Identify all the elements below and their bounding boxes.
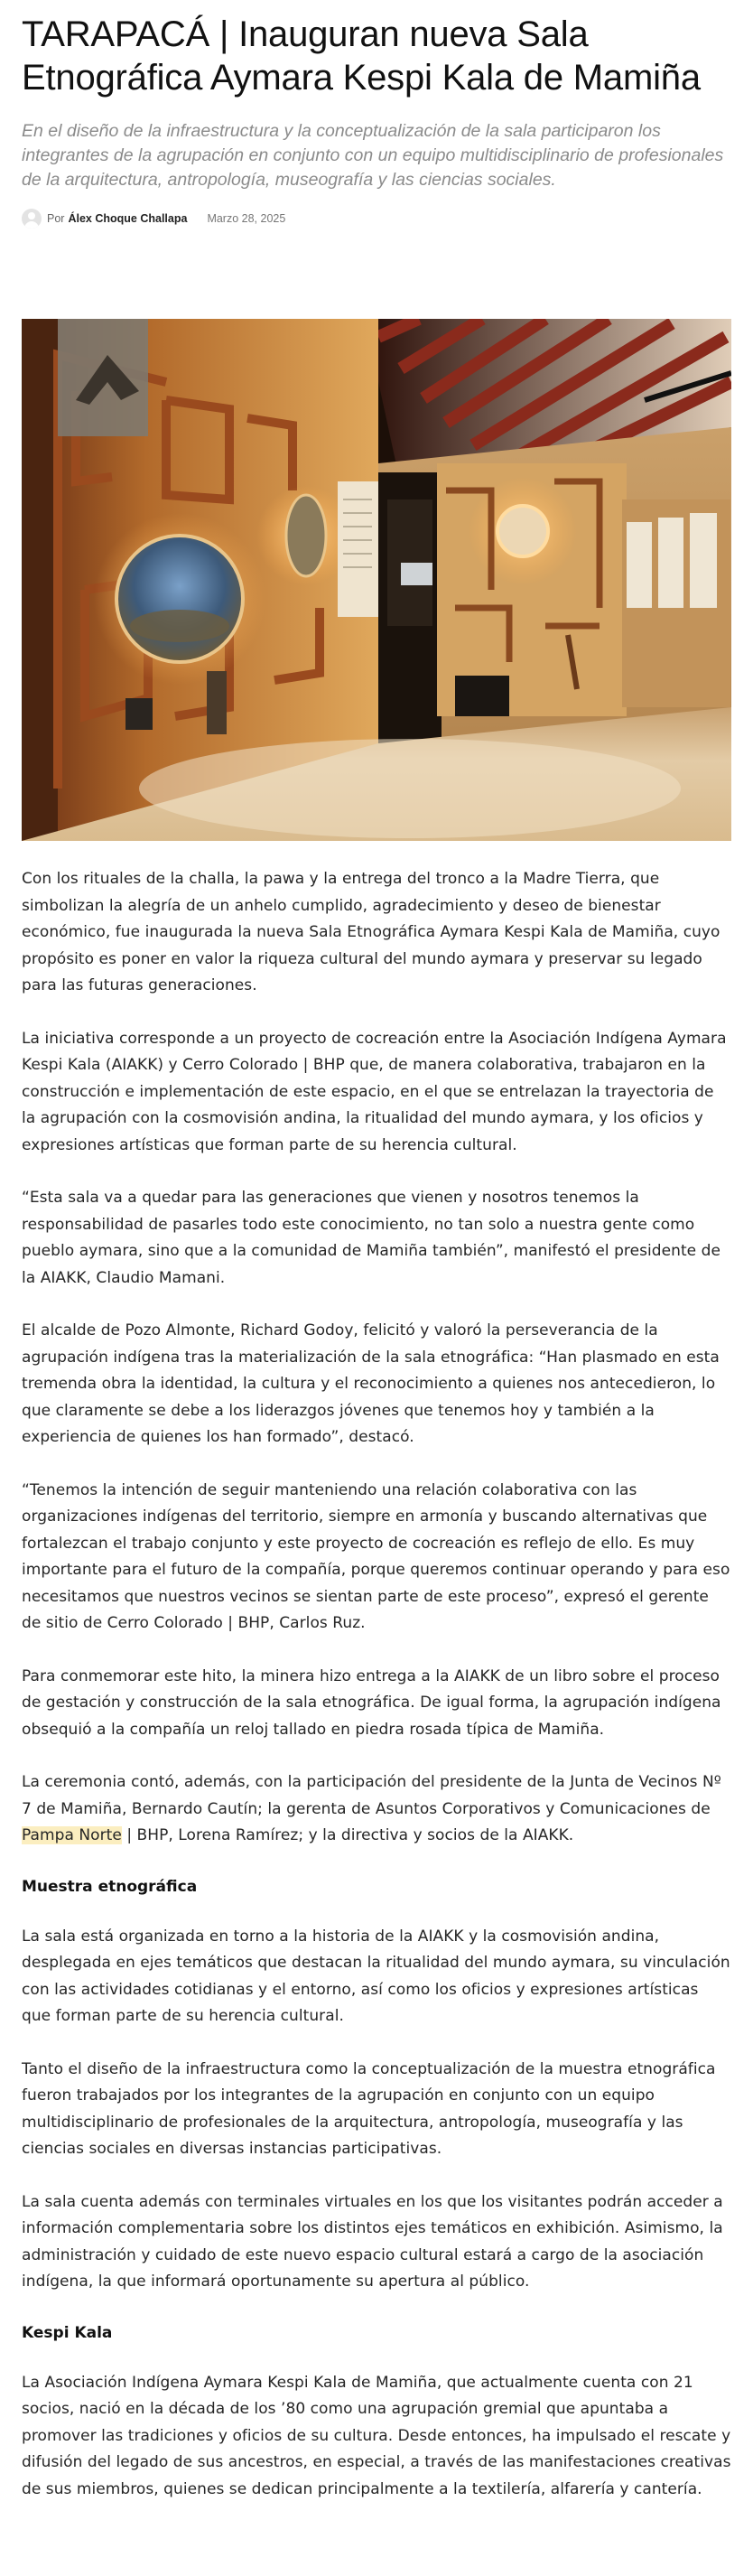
article-title: TARAPACÁ | Inauguran nueva Sala Etnográfica Aymara Kespi Kala de Mamiña xyxy=(22,14,701,98)
paragraph-3: “Esta sala va a quedar para las generaciones que vienen y nosotros tenemos la responsabilidad de pasarles todo este conocimiento, no tan solo a nuestra gente como pueblo aymara, sino que a la comunidad de Mamiña también”, manifestó el presidente de la AIAKK, Claudio Mamani. xyxy=(22,1189,720,1287)
paragraph-4: El alcalde de Pozo Almonte, Richard Godoy, felicitó y valoró la perseverancia de la agrupación indígena tras la materialización de la sala etnográfica: “Han plasmado en esta tremenda obra la identidad, la cultura y el reconocimiento a quienes nos antecedieron, lo que claramente se debe a los liderazgos jóvenes que tenemos hoy y también a la experiencia de quienes los han formado”, destacó. xyxy=(22,1321,720,1446)
muestra-paragraph-1: La sala está organizada en torno a la historia de la AIAKK y la cosmovisión andina, desplegada en ejes temáticos que destacan la ritualidad del mundo aymara, su vinculación con las actividades cotidianas y el entorno, así como los oficios y expresiones artísticas que forman parte de su herencia cultural. xyxy=(22,1927,730,2025)
paragraph-6: Para conmemorar este hito, la minera hizo entrega a la AIAKK de un libro sobre el proceso de gestación y construcción de la sala etnográfica. De igual forma, la agrupación indígena obsequió a la compañía un reloj tallado en piedra rosada típica de Mamiña. xyxy=(22,1666,721,1739)
section-heading-muestra: Muestra etnográfica xyxy=(22,1877,198,1896)
paragraph-ceremony xyxy=(22,1769,731,1850)
kespi-paragraph-1: La Asociación Indígena Aymara Kespi Kala de Mamiña, que actualmente cuenta con 21 socios, nació en la década de los ’80 como una agrupación gremial que apuntaba a promover las tradiciones y oficios de su cultura. Desde entonces, ha impulsado el rescate y difusión del legado de sus ancestros, en especial, a través de las manifestaciones creativas de sus miembros, quienes se dedican principalmente a la textilería, alfarería y cantería. xyxy=(22,2373,731,2498)
section-heading-kespi: Kespi Kala xyxy=(22,2323,113,2342)
muestra-paragraph-2: Tanto el diseño de la infraestructura como la conceptualización de la muestra etnográfica fueron trabajados por los integrantes de la agrupación en conjunto con un equipo multidisciplinario de profesionales de la arquitectura, antropología, museografía y las ciencias sociales en diversas instancias participativas. xyxy=(22,2059,716,2158)
article-body xyxy=(22,866,731,2503)
ceremony-text-before: La ceremonia contó, además, con la participación del presidente de la Junta de Vecinos Nº 7 de Mamiña, Bernardo Cautín; la gerenta de Asuntos Corporativos y Comunicaciones de xyxy=(22,1773,721,1818)
article-subtitle: En el diseño de la infraestructura y la conceptualización de la sala participaron los integrantes de la agrupación en conjunto con un equipo multidisciplinario de profesionales de la arquitectura, antropología, museografía y las ciencias sociales. xyxy=(22,121,724,190)
byline-prefix: Por xyxy=(47,212,65,225)
hero-image xyxy=(22,319,731,841)
user-avatar-icon[interactable] xyxy=(22,209,42,229)
byline xyxy=(22,209,731,229)
paragraph-2: La iniciativa corresponde a un proyecto de cocreación entre la Asociación Indígena Aymara Kespi Kala (AIAKK) y Cerro Colorado | BHP que, de manera colaborativa, trabajaron en la construcción e implementación de este espacio, en el que se entrelazan la trayectoria de la agrupación con la cosmovisión andina, la ritualidad del mundo aymara, y los oficios y expresiones artísticas que forman parte de su herencia cultural. xyxy=(22,1029,727,1154)
author-link[interactable]: Álex Choque Challapa xyxy=(68,212,188,225)
paragraph-5: “Tenemos la intención de seguir manteniendo una relación colaborativa con las organizaciones indígenas del territorio, siempre en armonía y buscando alternativas que fortalezcan el trabajo conjunto y este proyecto de cocreación es reflejo de ello. Es muy importante para el futuro de la compañía, porque queremos continuar operando y para eso necesitamos que nuestros vecinos se sientan parte de este proceso”, expresó el gerente de sitio de Cerro Colorado | BHP, Carlos Ruz. xyxy=(22,1480,730,1632)
publish-date: Marzo 28, 2025 xyxy=(207,212,286,225)
muestra-paragraph-3: La sala cuenta además con terminales virtuales en los que los visitantes podrán acceder a información complementaria sobre los distintos ejes temáticos en exhibición. Asimismo, la administración y cuidado de este nuevo espacio cultural estará a cargo de la asociación indígena, la que informará oportunamente su apertura al público. xyxy=(22,2192,723,2291)
paragraph-1: Con los rituales de la challa, la pawa y la entrega del tronco a la Madre Tierra, que simbolizan la alegría de un anhelo cumplido, agradecimiento y deseo de bienestar económico, fue inaugurada la nueva Sala Etnográfica Aymara Kespi Kala de Mamiña, cuyo propósito es poner en valor la riqueza cultural del mundo aymara y preservar su legado para las futuras generaciones. xyxy=(22,870,720,994)
ceremony-text-after: | BHP, Lorena Ramírez; y la directiva y socios de la AIAKK. xyxy=(121,1826,574,1844)
highlighted-term[interactable]: Pampa Norte xyxy=(22,1826,122,1844)
